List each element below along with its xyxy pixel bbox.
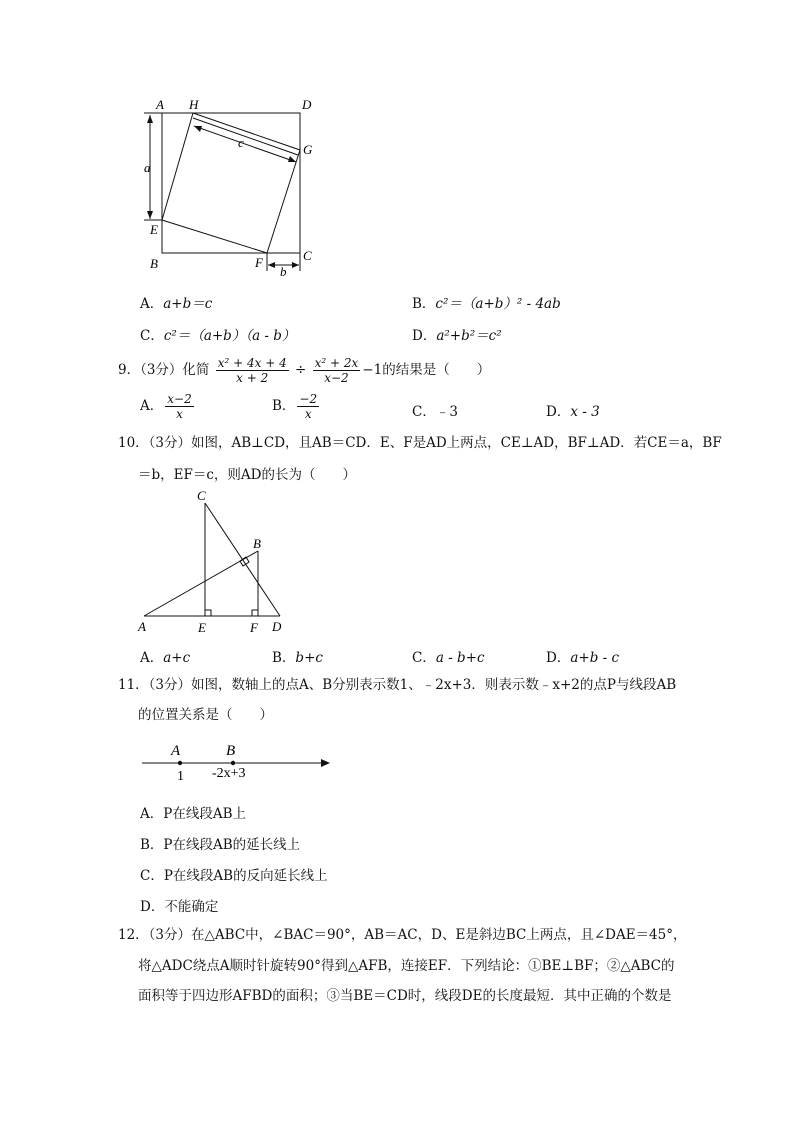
q11-stem-line2: 的位置关系是（ ） <box>138 707 273 723</box>
label-a: a <box>144 160 151 175</box>
q11-option-b[interactable]: B．P在线段AB的延长线上 <box>140 837 301 853</box>
q8-option-b[interactable]: B．c²＝（a+b）² - 4ab <box>412 296 561 312</box>
q11-option-d[interactable]: D．不能确定 <box>140 899 219 915</box>
label-F: F <box>255 255 263 270</box>
inner-square <box>162 113 300 253</box>
value-b: -2x+3 <box>212 766 246 781</box>
point-a <box>178 761 182 765</box>
outer-square <box>162 113 300 253</box>
label-E: E <box>198 620 206 635</box>
label-C: C <box>197 488 206 503</box>
q8-option-d[interactable]: D．a²+b²＝c² <box>412 328 502 344</box>
point-b <box>231 761 235 765</box>
label-B: B <box>226 743 236 759</box>
q8-option-c[interactable]: C．c²＝（a+b）（a - b） <box>140 328 296 344</box>
q10-option-c[interactable]: C．a - b+c <box>412 650 485 666</box>
q10-option-a[interactable]: A．a+c <box>140 650 191 666</box>
q9-fraction-1: $\frac{\text{x² + 4x + 4}}{x + 2}$ <box>217 356 287 385</box>
q11-option-c[interactable]: C．P在线段AB的反向延长线上 <box>140 868 328 884</box>
label-H: H <box>189 97 199 112</box>
label-A: A <box>156 97 164 112</box>
q9-option-b[interactable]: B． $\frac{-2}{x}$ <box>272 392 318 421</box>
number-line-figure <box>138 738 338 784</box>
label-D: D <box>272 619 282 634</box>
q11-option-a[interactable]: A．P在线段AB上 <box>140 806 247 822</box>
q9-option-d[interactable]: D．x - 3 <box>546 404 600 420</box>
q9-option-a[interactable]: A． $\frac{x-2}{x}$ <box>140 392 192 421</box>
q9-fraction-2: $\frac{\text{x² + 2x}}{x-2}$ <box>314 356 359 385</box>
square-figure <box>130 95 330 285</box>
q12-stem-line1: 12．（3分）在△ABC中，∠BAC＝90°，AB＝AC，D、E是斜边BC上两点，且∠DAE＝45°， <box>118 927 687 943</box>
label-B: B <box>253 536 261 551</box>
q10-option-d[interactable]: D．a+b - c <box>546 650 620 666</box>
label-B: B <box>150 256 158 271</box>
label-A: A <box>138 619 146 634</box>
q8-option-a[interactable]: A．a+b＝c <box>140 296 213 312</box>
label-E: E <box>150 222 158 237</box>
q10-option-b[interactable]: B．b+c <box>272 650 323 666</box>
label-C: C <box>303 248 312 263</box>
q12-stem-line3: 面积等于四边形AFBD的面积；③当BE＝CD时，线段DE的长度最短．其中正确的个数是 <box>138 988 672 1004</box>
q9-stem: 9．（3分）化简 $\frac{\text{x² + 4x + 4}}{x + 2}$ ÷ $\frac{\text{x² + 2x}}{x-2}$ −1的结果是（ ） <box>118 356 491 385</box>
value-a: 1 <box>177 769 184 784</box>
q11-stem-line1: 11．（3分）如图，数轴上的点A、B分别表示数1、﹣2x+3．则表示数﹣x+2的点P与线段AB <box>118 677 677 693</box>
label-G: G <box>303 142 313 157</box>
q9-option-c[interactable]: C．﹣3 <box>412 404 458 420</box>
label-c: c <box>238 135 244 150</box>
label-F: F <box>250 620 258 635</box>
label-b: b <box>280 264 287 279</box>
q10-stem-line2: ＝b，EF＝c，则AD的长为（ ） <box>138 467 356 483</box>
q12-stem-line2: 将△ADC绕点A顺时针旋转90°得到△AFB，连接EF．下列结论：①BE⊥BF；②△ABC的 <box>138 958 675 974</box>
label-A: A <box>171 743 181 759</box>
q10-stem-line1: 10．（3分）如图，AB⊥CD，且AB＝CD．E、F是AD上两点，CE⊥AD，BF⊥AD．若CE＝a，BF <box>118 435 722 451</box>
label-D: D <box>302 97 312 112</box>
triangle-figure <box>130 485 300 635</box>
